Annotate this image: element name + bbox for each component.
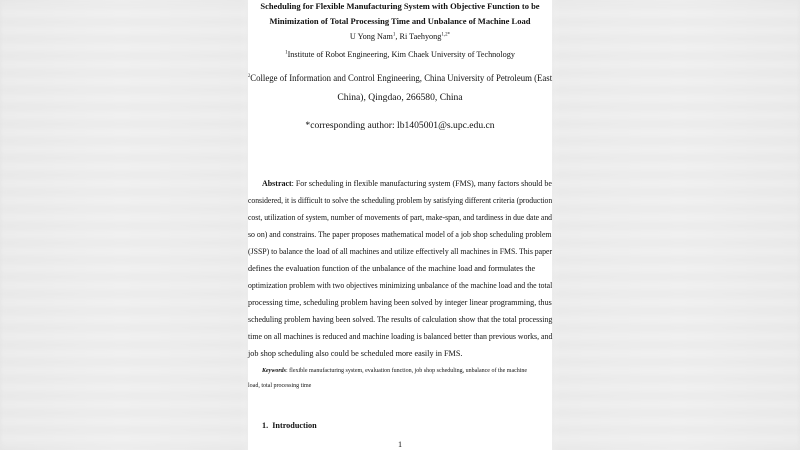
authors (248, 32, 552, 42)
abstract-line: optimization problem with two objectives minimizing unbalance of the machine load and the total (248, 281, 553, 290)
aff2-sup: 2 (248, 73, 251, 79)
aff1-sup: 1 (285, 50, 288, 56)
paper-page (248, 0, 552, 450)
author-1-sup: 1 (392, 32, 396, 38)
abstract-line: time on all machines is reduced and machine loading is balanced better than previous works, and (248, 332, 553, 341)
abstract-line: considered, it is difficult to solve the scheduling problem by satisfying different criteria (production (248, 196, 553, 205)
title-line-2: Minimization of Total Processing Time and Unbalance of Machine Load (269, 16, 531, 26)
abstract-line: defines the evaluation function of the unbalance of the machine load and formulates the (248, 264, 536, 273)
keywords-label: Keywords (262, 368, 286, 374)
affiliation-2-line-1 (248, 73, 552, 85)
aff2-text: College of Information and Control Engineering, China University of Petroleum (East (250, 73, 553, 84)
title-line-1: Scheduling for Flexible Manufacturing System with Objective Function to be (260, 1, 540, 11)
author-1: U Yong Nam (349, 32, 393, 41)
affiliation-2-line-2: China), Qingdao, 266580, China (337, 92, 463, 103)
abstract-line: scheduling problem having been solved. The results of calculation show that the total processing (248, 315, 553, 324)
aff1-text: Institute of Robot Engineering, Kim Chaek University of Technology (287, 50, 515, 59)
abstract-line (262, 179, 552, 189)
abstract-line: so on) and constrains. The paper proposes mathematical model of a job shop scheduling problem (248, 230, 552, 239)
abstract-line: cost, utilization of system, number of movements of part, make-span, and tardiness in due date and (248, 213, 553, 222)
keywords-text: : flexible manufacturing system, evaluation function, job shop scheduling, unbalance of the machine (286, 368, 528, 374)
abstract-line: job shop scheduling also could be scheduled more easily in FMS. (248, 349, 463, 358)
keywords-line-2: load, total processing time (248, 383, 312, 389)
abstract-line: processing time, scheduling problem having been solved by integer linear programming, thus (248, 298, 552, 307)
author-2: Ri Taehyong (399, 32, 442, 41)
abstract-text: : For scheduling in flexible manufacturing system (FMS), many factors should be (291, 179, 552, 188)
author-2-sup: 1,2* (441, 32, 451, 38)
corresponding-author: *corresponding author: lb1405001@s.upc.edu.cn (305, 120, 495, 131)
section-heading-introduction: 1. Introduction (262, 421, 317, 430)
affiliation-1 (248, 50, 552, 60)
abstract-label: Abstract (262, 179, 292, 188)
background-right (552, 0, 800, 450)
background-left (0, 0, 251, 450)
author-separator: , (395, 32, 400, 41)
abstract-line: (JSSP) to balance the load of all machines and utilize effectively all machines in FMS. This paper (248, 247, 553, 256)
page-number: 1 (397, 440, 403, 449)
keywords-line-1 (262, 368, 552, 374)
